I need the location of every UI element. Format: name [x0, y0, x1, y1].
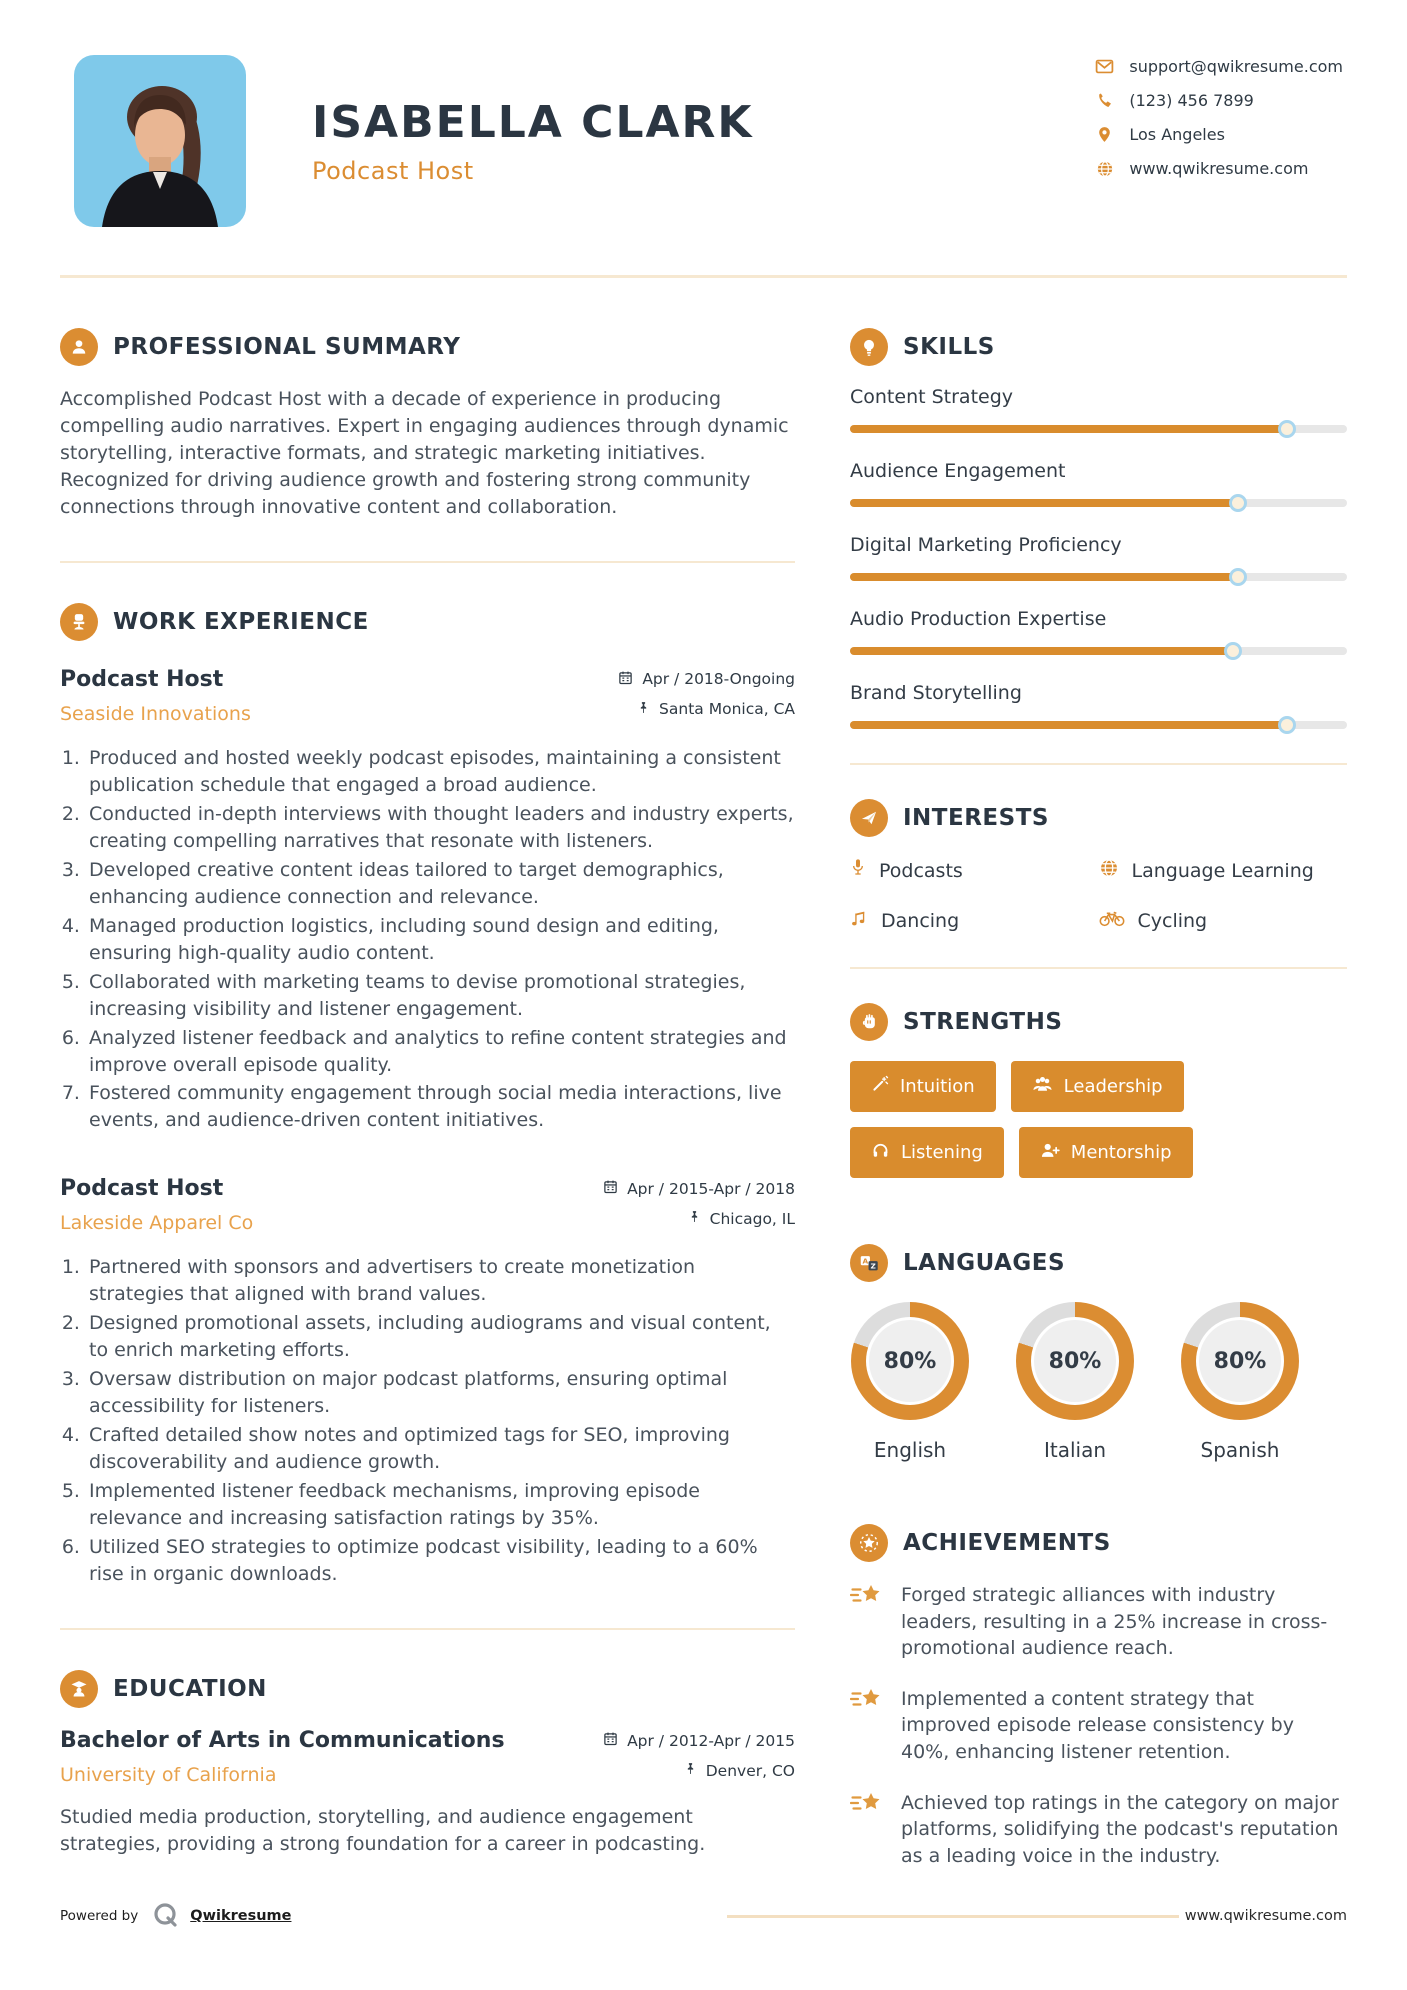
language-percent: 80%	[1199, 1320, 1281, 1402]
fist-icon	[850, 1003, 888, 1041]
job-bullets	[60, 745, 795, 1135]
translate-icon	[850, 1244, 888, 1282]
interest-item	[1099, 908, 1348, 933]
shooting-star-icon	[850, 1686, 886, 1766]
job-date-text: Apr / 2015-Apr / 2018	[627, 1179, 795, 1198]
main-columns	[60, 328, 1347, 1893]
school-name: University of California	[60, 1764, 277, 1787]
interest-item	[850, 908, 1099, 933]
interest-label: Language Learning	[1131, 859, 1314, 882]
phone-icon	[1095, 91, 1114, 110]
interest-label: Podcasts	[879, 859, 963, 882]
job-bullet: 7. Fostered community engagement through social media interactions, live events, and audience-driven content initiatives.	[86, 1080, 795, 1134]
skill-bar-fill	[850, 573, 1238, 581]
skill-label: Digital Marketing Proficiency	[850, 534, 1122, 556]
contact-location-text: Los Angeles	[1129, 125, 1225, 144]
job-bullet: 1. Partnered with sponsors and advertisers to create monetization strategies that aligned with brand values.	[86, 1254, 795, 1308]
interests-title: INTERESTS	[903, 805, 1049, 831]
powered-by-label: Powered by	[60, 1908, 139, 1924]
profile-photo	[74, 55, 246, 227]
strength-label: Listening	[901, 1142, 983, 1163]
achievement-text: Achieved top ratings in the category on major platforms, solidifying the podcast's reputation as a leading voice in the industry.	[901, 1791, 1339, 1867]
summary-title: PROFESSIONAL SUMMARY	[113, 334, 461, 360]
contact-email-text: support@qwikresume.com	[1129, 57, 1343, 76]
job-title-block	[60, 667, 251, 725]
header	[60, 55, 1347, 227]
strengths-grid	[850, 1061, 1280, 1178]
skill-item	[850, 534, 1347, 581]
job-title: Podcast Host	[60, 1176, 224, 1202]
achievement-item	[850, 1686, 1347, 1766]
contact-website-text: www.qwikresume.com	[1129, 159, 1309, 178]
job-header	[60, 1176, 795, 1234]
degree-title: Bachelor of Arts in Communications	[60, 1728, 505, 1754]
job-title-block	[60, 1176, 253, 1234]
skill-bar	[850, 647, 1347, 655]
globe-icon	[1095, 159, 1114, 178]
skill-label: Audio Production Expertise	[850, 608, 1107, 630]
achievement-item	[850, 1582, 1347, 1662]
education-degree-block	[60, 1728, 505, 1786]
shooting-star-icon	[850, 1582, 886, 1662]
contact-website[interactable]	[1095, 159, 1343, 178]
user-plus-icon	[1040, 1141, 1060, 1164]
achievements-section-header	[850, 1524, 1347, 1562]
achievements-title: ACHIEVEMENTS	[903, 1530, 1111, 1556]
paper-plane-icon	[850, 799, 888, 837]
users-group-icon	[1032, 1075, 1053, 1098]
strengths-title: STRENGTHS	[903, 1009, 1063, 1035]
interest-item	[1099, 857, 1348, 884]
globe-icon	[1099, 858, 1119, 883]
skill-bar-fill	[850, 425, 1287, 433]
person-role: Podcast Host	[312, 157, 474, 186]
language-item	[850, 1302, 970, 1462]
language-donut-chart	[1181, 1302, 1299, 1420]
job-date	[618, 670, 795, 689]
job-date-text: Apr / 2018-Ongoing	[642, 670, 795, 689]
microphone-icon	[850, 857, 866, 884]
skill-bar-fill	[850, 499, 1238, 507]
education-section-header	[60, 1670, 795, 1708]
contact-block	[1095, 55, 1347, 178]
job-location-text: Chicago, IL	[709, 1209, 795, 1228]
pushpin-icon	[637, 700, 650, 719]
work-title: WORK EXPERIENCE	[113, 608, 369, 635]
job-bullet: 1. Produced and hosted weekly podcast episodes, maintaining a consistent publication schedule that engaged a broad audience.	[86, 745, 795, 799]
job-location	[618, 700, 795, 719]
skill-bar	[850, 573, 1347, 581]
skill-label: Brand Storytelling	[850, 682, 1022, 704]
portrait-illustration	[74, 55, 246, 227]
achievement-item	[850, 1790, 1347, 1870]
donut-hole	[1031, 1317, 1119, 1405]
language-donut-chart	[1016, 1302, 1134, 1420]
skill-item	[850, 608, 1347, 655]
language-label: Italian	[1043, 1438, 1107, 1462]
left-column	[60, 328, 795, 1893]
skill-bar-fill	[850, 647, 1233, 655]
languages-section-header	[850, 1244, 1347, 1282]
contact-phone	[1095, 91, 1343, 110]
language-item	[1180, 1302, 1300, 1462]
qwikresume-link[interactable]: Qwikresume	[190, 1908, 292, 1924]
job-company: Lakeside Apparel Co	[60, 1212, 254, 1235]
education-meta	[603, 1728, 795, 1786]
calendar-icon	[618, 670, 633, 689]
interest-item	[850, 857, 1099, 884]
person-icon	[60, 328, 98, 366]
skill-bar-fill	[850, 721, 1287, 729]
strengths-section-header	[850, 1003, 1347, 1041]
section-divider	[60, 1628, 795, 1630]
job-bullet: 2. Designed promotional assets, including audiograms and visual content, to enrich marketing efforts.	[86, 1310, 795, 1364]
pushpin-icon	[684, 1761, 697, 1780]
job-header	[60, 667, 795, 725]
job-bullet: 3. Oversaw distribution on major podcast platforms, ensuring optimal accessibility for listeners.	[86, 1366, 795, 1420]
svg-text:A: A	[862, 1256, 869, 1266]
music-note-icon	[850, 908, 868, 933]
skill-bar	[850, 721, 1347, 729]
interests-section-header	[850, 799, 1347, 837]
skill-label: Audience Engagement	[850, 460, 1066, 482]
skill-label: Content Strategy	[850, 386, 1014, 408]
interest-label: Dancing	[881, 909, 960, 932]
skill-slider-handle	[1229, 494, 1247, 512]
job-bullet: 6. Utilized SEO strategies to optimize podcast visibility, leading to a 60% rise in organic downloads.	[86, 1534, 795, 1588]
header-divider	[60, 275, 1347, 278]
strength-chip	[850, 1061, 996, 1112]
job-bullet: 5. Collaborated with marketing teams to devise promotional strategies, increasing visibility and listener engagement.	[86, 969, 795, 1023]
language-donut-chart	[851, 1302, 969, 1420]
summary-section-header	[60, 328, 795, 366]
achievement-text: Forged strategic alliances with industry leaders, resulting in a 25% increase in cross-promotional audience reach.	[901, 1584, 1328, 1660]
contact-email[interactable]	[1095, 57, 1343, 76]
skill-slider-handle	[1229, 568, 1247, 586]
person-name: ISABELLA CLARK	[312, 97, 754, 148]
strength-label: Leadership	[1063, 1076, 1163, 1097]
footer-site-link[interactable]: www.qwikresume.com	[1184, 1908, 1347, 1924]
footer	[60, 1902, 1347, 1930]
location-pin-icon	[1095, 125, 1114, 144]
svg-text:Z: Z	[870, 1261, 876, 1271]
shooting-star-icon	[850, 1790, 886, 1870]
language-percent: 80%	[1034, 1320, 1116, 1402]
right-column	[850, 328, 1347, 1893]
job-title: Podcast Host	[60, 666, 224, 692]
office-chair-icon	[60, 603, 98, 641]
interests-grid	[850, 857, 1347, 933]
job-location	[603, 1209, 795, 1228]
section-divider	[850, 967, 1347, 969]
magic-wand-icon	[871, 1075, 889, 1098]
strength-chip	[1011, 1061, 1184, 1112]
donut-hole	[866, 1317, 954, 1405]
achievement-text: Implemented a content strategy that improved episode release consistency by 40%, enhancing listener retention.	[901, 1687, 1294, 1763]
job-meta	[618, 667, 795, 725]
achievements-list	[850, 1582, 1347, 1869]
education-title: EDUCATION	[113, 1676, 267, 1703]
education-date-text: Apr / 2012-Apr / 2015	[627, 1731, 795, 1750]
language-label: English	[873, 1438, 947, 1462]
donut-hole	[1196, 1317, 1284, 1405]
name-block	[312, 55, 754, 185]
language-percent: 80%	[869, 1320, 951, 1402]
qwikresume-logo-icon	[152, 1902, 180, 1930]
skill-item	[850, 460, 1347, 507]
job-company: Seaside Innovations	[60, 702, 251, 725]
strength-chip	[1019, 1127, 1193, 1178]
education-date	[603, 1731, 795, 1750]
job-bullet: 5. Implemented listener feedback mechanisms, improving episode relevance and increasing satisfaction ratings by 35%.	[86, 1478, 795, 1532]
interest-label: Cycling	[1137, 909, 1208, 932]
bicycle-icon	[1099, 909, 1125, 932]
skill-slider-handle	[1278, 420, 1296, 438]
job-bullet: 4. Managed production logistics, including sound design and editing, ensuring high-quality audio content.	[86, 913, 795, 967]
graduate-icon	[60, 1670, 98, 1708]
skills-title: SKILLS	[903, 334, 995, 360]
contact-location	[1095, 125, 1343, 144]
skill-item	[850, 386, 1347, 433]
skills-section-header	[850, 328, 1347, 366]
star-badge-icon	[850, 1524, 888, 1562]
contact-phone-text: (123) 456 7899	[1129, 91, 1254, 110]
footer-divider-line	[727, 1915, 1179, 1918]
job-location-text: Santa Monica, CA	[659, 700, 795, 719]
work-section-header	[60, 603, 795, 641]
skill-item	[850, 682, 1347, 729]
skill-slider-handle	[1278, 716, 1296, 734]
language-label: Spanish	[1200, 1438, 1280, 1462]
headphones-icon	[871, 1141, 890, 1164]
languages-row	[850, 1302, 1347, 1462]
lightbulb-icon	[850, 328, 888, 366]
education-location-text: Denver, CO	[705, 1761, 795, 1780]
job-bullet: 6. Analyzed listener feedback and analytics to refine content strategies and improve overall episode quality.	[86, 1025, 795, 1079]
summary-text: Accomplished Podcast Host with a decade of experience in producing compelling audio narratives. Expert in engaging audiences through dynamic storytelling, interactive formats, and strategic marketing initiatives. Recognized for driving audience growth and fostering strong community connections through innovative content and collaboration.	[60, 388, 789, 518]
education-text: Studied media production, storytelling, and audience engagement strategies, providing a strong foundation for a career in podcasting.	[60, 1806, 706, 1855]
skill-bar	[850, 425, 1347, 433]
pushpin-icon	[688, 1209, 701, 1228]
calendar-icon	[603, 1179, 618, 1198]
job-bullets	[60, 1254, 795, 1588]
language-item	[1015, 1302, 1135, 1462]
section-divider	[850, 763, 1347, 765]
education-header	[60, 1728, 795, 1786]
skill-slider-handle	[1224, 642, 1242, 660]
strength-label: Intuition	[900, 1076, 975, 1097]
education-location	[603, 1761, 795, 1780]
job-bullet: 2. Conducted in-depth interviews with thought leaders and industry experts, creating compelling narratives that resonate with listeners.	[86, 801, 795, 855]
job-bullet: 4. Crafted detailed show notes and optimized tags for SEO, improving discoverability and audience growth.	[86, 1422, 795, 1476]
job-meta	[603, 1176, 795, 1234]
envelope-icon	[1095, 57, 1114, 76]
strength-label: Mentorship	[1070, 1142, 1172, 1163]
job-date	[603, 1179, 795, 1198]
skill-bar	[850, 499, 1347, 507]
job-bullet: 3. Developed creative content ideas tailored to target demographics, enhancing audience connection and relevance.	[86, 857, 795, 911]
section-divider	[60, 561, 795, 563]
calendar-icon	[603, 1731, 618, 1750]
languages-title: LANGUAGES	[903, 1250, 1066, 1276]
strength-chip	[850, 1127, 1004, 1178]
